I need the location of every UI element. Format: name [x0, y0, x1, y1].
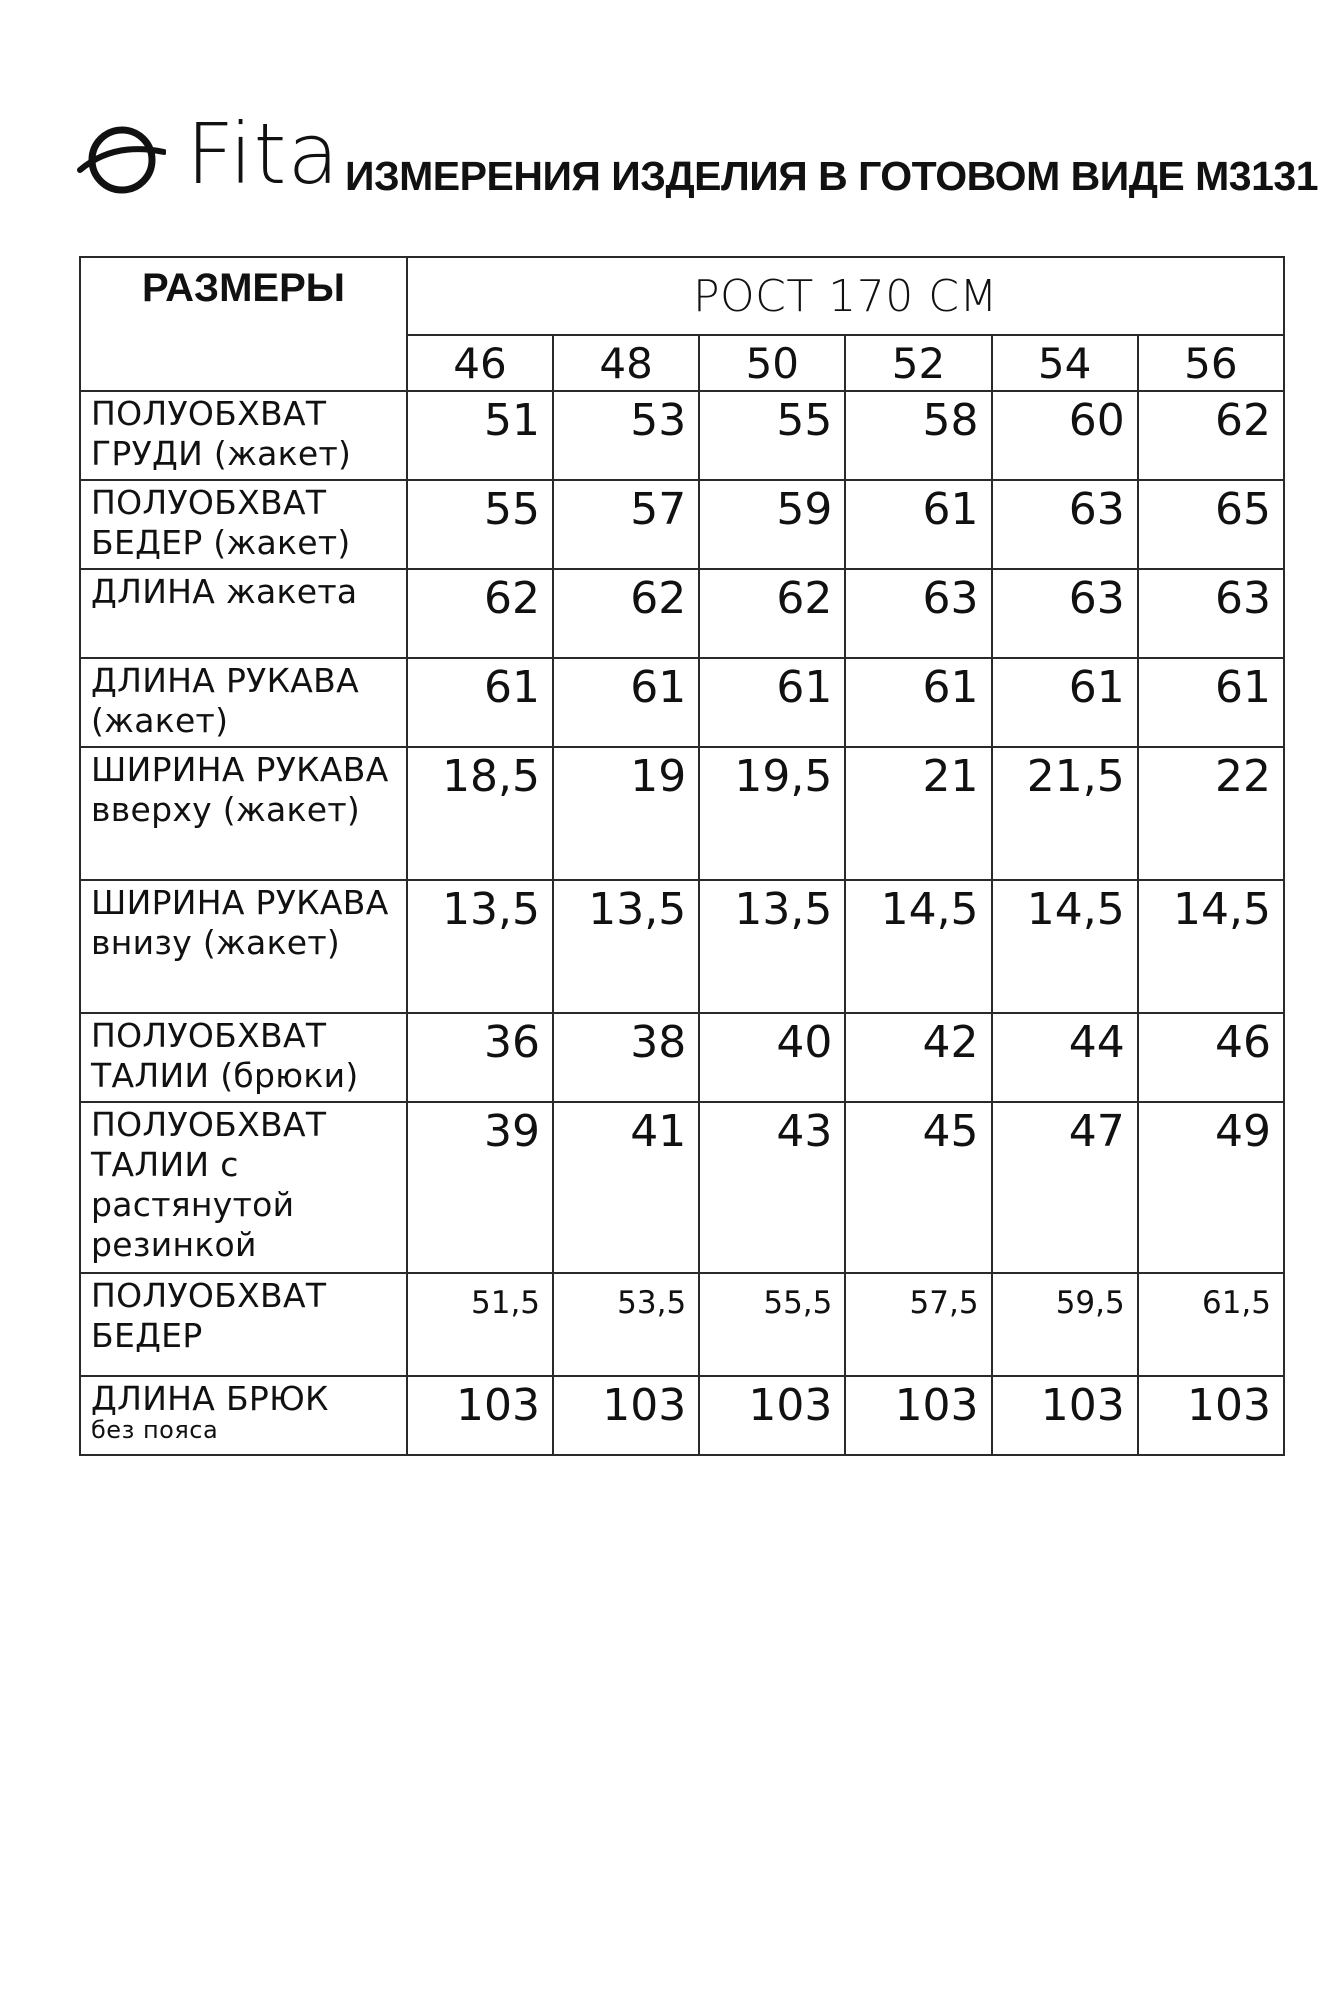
- table-row: [80, 391, 1284, 480]
- measurement-value: 41: [553, 1102, 699, 1273]
- sizes-header: РАЗМЕРЫ: [80, 257, 407, 391]
- measurement-value: 61: [553, 658, 699, 747]
- measurement-value: 18,5: [407, 747, 553, 880]
- measurement-value: 57: [553, 480, 699, 569]
- measurement-value: 53,5: [553, 1273, 699, 1376]
- measurement-value: 65: [1138, 480, 1284, 569]
- measurement-note: без пояса: [91, 1416, 219, 1444]
- measurement-value: 47: [992, 1102, 1138, 1273]
- measurement-value: 61: [407, 658, 553, 747]
- measurement-label-text: ДЛИНА БРЮК: [91, 1379, 329, 1418]
- measurement-value: 61: [992, 658, 1138, 747]
- measurement-label: [80, 391, 407, 480]
- measurement-value: 55,5: [699, 1273, 845, 1376]
- table-row: [80, 1273, 1284, 1376]
- measurement-value: 55: [407, 480, 553, 569]
- measurement-value: 61,5: [1138, 1273, 1284, 1376]
- table-header-row: [80, 257, 1284, 335]
- measurement-value: 61: [1138, 658, 1284, 747]
- measurement-value: 43: [699, 1102, 845, 1273]
- measurement-label: [80, 1102, 407, 1273]
- table-row: [80, 1376, 1284, 1455]
- measurement-value: 14,5: [1138, 880, 1284, 1013]
- measurement-value: 44: [992, 1013, 1138, 1102]
- measurement-value: 103: [992, 1376, 1138, 1455]
- measurement-value: 63: [992, 569, 1138, 658]
- measurement-value: 62: [407, 569, 553, 658]
- measurement-value: 62: [699, 569, 845, 658]
- measurement-value: 39: [407, 1102, 553, 1273]
- measurement-label: [80, 569, 407, 658]
- measurement-value: 55: [699, 391, 845, 480]
- measurement-value: 103: [553, 1376, 699, 1455]
- measurement-value: 19: [553, 747, 699, 880]
- measurement-label-text: ПОЛУОБХВАТ БЕДЕР (жакет): [91, 483, 351, 562]
- measurement-value: 61: [699, 658, 845, 747]
- measurement-label: [80, 747, 407, 880]
- size-header-cell: 48: [553, 335, 699, 391]
- measurement-label: [80, 480, 407, 569]
- size-header-cell: 50: [699, 335, 845, 391]
- size-header-cell: 54: [992, 335, 1138, 391]
- measurement-value: 51: [407, 391, 553, 480]
- measurement-value: 61: [845, 480, 991, 569]
- measurement-value: 61: [845, 658, 991, 747]
- measurement-label-text: ДЛИНА РУКАВА (жакет): [91, 661, 359, 740]
- measurement-value: 21,5: [992, 747, 1138, 880]
- measurement-value: 49: [1138, 1102, 1284, 1273]
- measurement-value: 14,5: [845, 880, 991, 1013]
- measurement-label: [80, 658, 407, 747]
- table-row: [80, 747, 1284, 880]
- table-row: [80, 880, 1284, 1013]
- measurement-value: 59: [699, 480, 845, 569]
- measurement-value: 103: [407, 1376, 553, 1455]
- measurement-value: 53: [553, 391, 699, 480]
- measurement-value: 103: [699, 1376, 845, 1455]
- measurement-label: [80, 1273, 407, 1376]
- measurement-value: 103: [845, 1376, 991, 1455]
- measurement-value: 103: [1138, 1376, 1284, 1455]
- measurement-value: 40: [699, 1013, 845, 1102]
- measurement-value: 62: [1138, 391, 1284, 480]
- measurement-label: [80, 1376, 407, 1455]
- height-header: РОСТ 170 СМ: [407, 257, 1284, 335]
- measurement-value: 63: [992, 480, 1138, 569]
- measurement-value: 13,5: [699, 880, 845, 1013]
- measurement-label-text: ПОЛУОБХВАТ ГРУДИ (жакет): [91, 394, 352, 473]
- measurement-value: 21: [845, 747, 991, 880]
- measurement-label-text: ПОЛУОБХВАТ БЕДЕР: [91, 1276, 327, 1355]
- measurement-value: 46: [1138, 1013, 1284, 1102]
- measurement-value: 22: [1138, 747, 1284, 880]
- document-title: ИЗМЕРЕНИЯ ИЗДЕЛИЯ В ГОТОВОМ ВИДЕ М3131: [345, 153, 1319, 199]
- size-header-cell: 52: [845, 335, 991, 391]
- measurement-value: 58: [845, 391, 991, 480]
- measurement-value: 19,5: [699, 747, 845, 880]
- measurement-label-text: ПОЛУОБХВАТ ТАЛИИ с растянутой резинкой: [91, 1105, 327, 1264]
- measurement-value: 63: [1138, 569, 1284, 658]
- measurement-value: 45: [845, 1102, 991, 1273]
- measurement-value: 63: [845, 569, 991, 658]
- measurement-label-text: ШИРИНА РУКАВА внизу (жакет): [91, 883, 389, 962]
- measurement-value: 57,5: [845, 1273, 991, 1376]
- measurement-label-text: ДЛИНА жакета: [91, 572, 358, 611]
- fita-logo-icon: [76, 118, 166, 198]
- brand-name: Fita: [186, 105, 340, 203]
- measurement-value: 38: [553, 1013, 699, 1102]
- measurement-label-text: ПОЛУОБХВАТ ТАЛИИ (брюки): [91, 1016, 359, 1095]
- measurement-value: 62: [553, 569, 699, 658]
- measurement-label-text: ШИРИНА РУКАВА вверху (жакет): [91, 750, 389, 829]
- table-row: [80, 658, 1284, 747]
- table-row: [80, 1013, 1284, 1102]
- measurement-value: 13,5: [407, 880, 553, 1013]
- table-row: [80, 569, 1284, 658]
- measurement-value: 13,5: [553, 880, 699, 1013]
- measurement-value: 36: [407, 1013, 553, 1102]
- measurements-table: [79, 256, 1285, 1456]
- size-header-cell: 46: [407, 335, 553, 391]
- measurement-value: 59,5: [992, 1273, 1138, 1376]
- table-row: [80, 1102, 1284, 1273]
- measurement-value: 42: [845, 1013, 991, 1102]
- table-row: [80, 480, 1284, 569]
- measurement-value: 60: [992, 391, 1138, 480]
- measurement-value: 51,5: [407, 1273, 553, 1376]
- measurement-label: [80, 880, 407, 1013]
- size-header-cell: 56: [1138, 335, 1284, 391]
- measurement-value: 14,5: [992, 880, 1138, 1013]
- measurement-label: [80, 1013, 407, 1102]
